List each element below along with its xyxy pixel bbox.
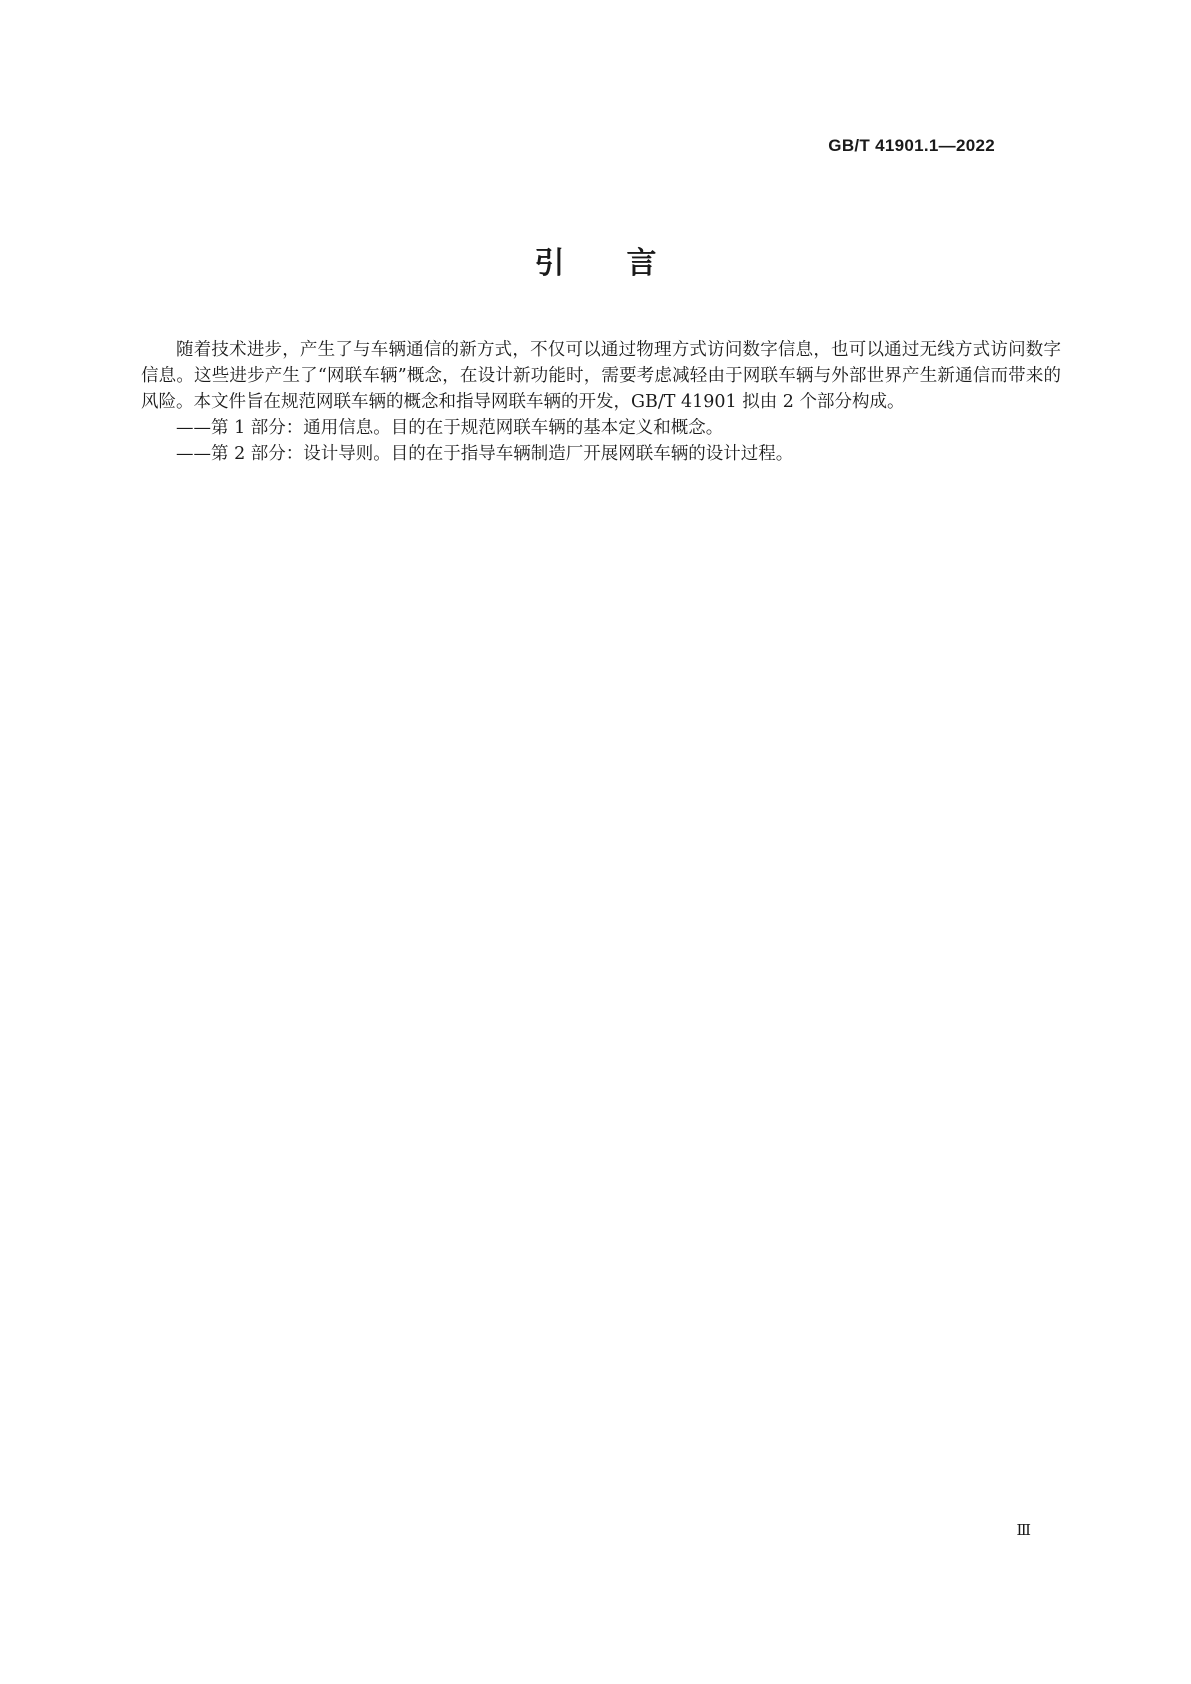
list-item-part-1: ——第 1 部分：通用信息。目的在于规范网联车辆的基本定义和概念。 xyxy=(176,418,724,438)
page-number: Ⅲ xyxy=(1016,1521,1031,1539)
introduction-body xyxy=(141,337,1061,467)
standard-code: GB/T 41901.1—2022 xyxy=(828,136,995,155)
list-item-part-2: ——第 2 部分：设计导则。目的在于指导车辆制造厂开展网联车辆的设计过程。 xyxy=(176,444,794,464)
paragraph-intro: 随着技术进步，产生了与车辆通信的新方式，不仅可以通过物理方式访问数字信息，也可以通过无线方式访问数字信息。这些进步产生了“网联车辆”概念，在设计新功能时，需要考虑减轻由于网联车辆与外部世界产生新通信而带来的风险。本文件旨在规范网联车辆的概念和指导网联车辆的开发，GB/T 41901 拟由 2 个部分构成。 xyxy=(141,340,1061,412)
page-title: 引言 xyxy=(534,246,719,281)
